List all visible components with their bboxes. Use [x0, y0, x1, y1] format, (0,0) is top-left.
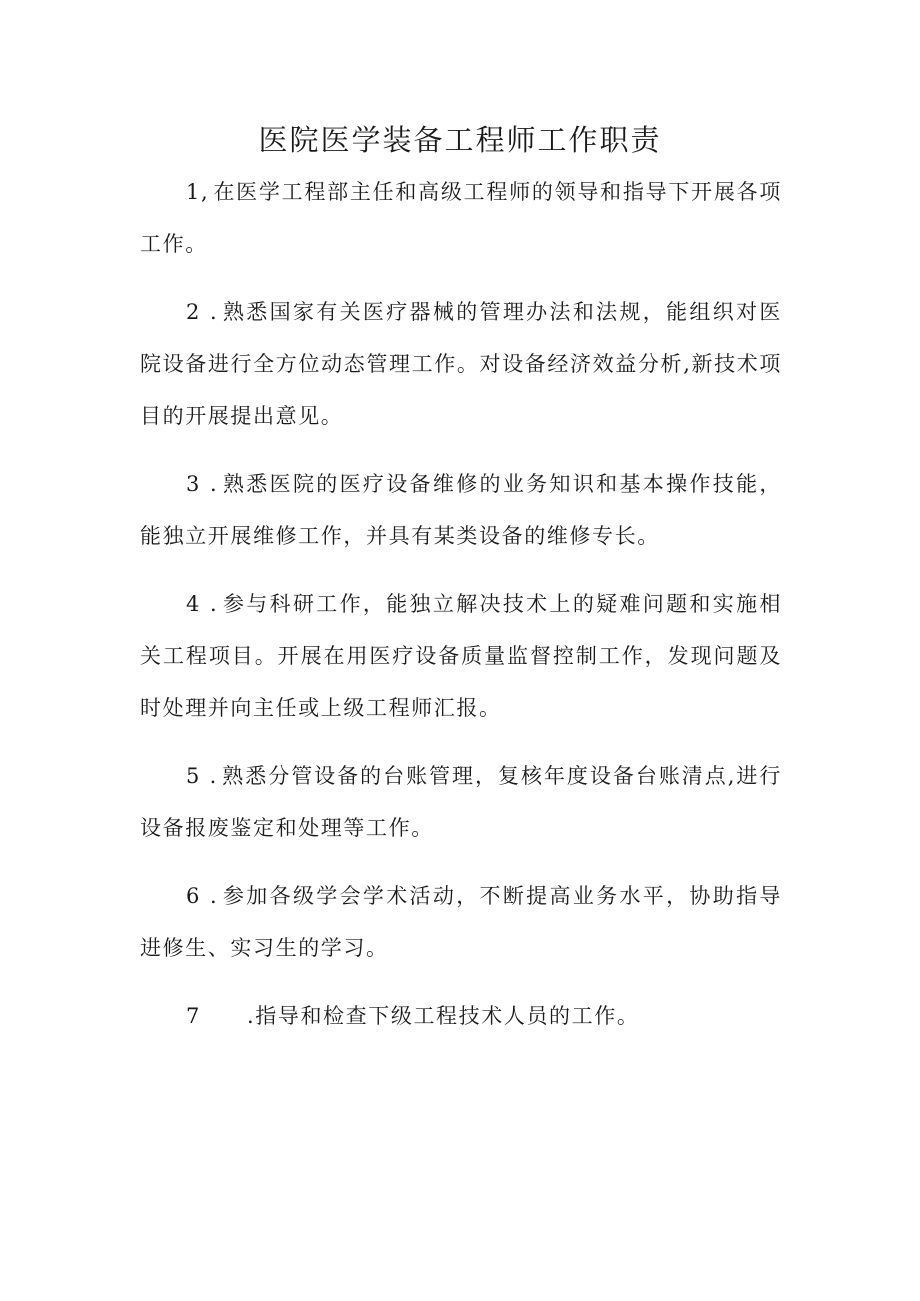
- duty-item: [140, 166, 782, 270]
- document-title: 医院医学装备工程师工作职责: [258, 123, 662, 157]
- duty-item: [140, 458, 782, 562]
- duty-number: 3 .: [186, 472, 219, 496]
- duty-text: 参加各级学会学术活动，不断提高业务水平，协助指导进修生、实习生的学习。: [140, 884, 783, 960]
- duty-number: 5 .: [186, 764, 218, 788]
- duty-list: [140, 166, 782, 1058]
- duty-text: 熟悉分管设备的台账管理，复核年度设备台账清点,进行设备报废鉴定和处理等工作。: [140, 764, 782, 840]
- duty-item: [140, 870, 782, 974]
- duty-number: 2 .: [186, 300, 219, 324]
- duty-item: [140, 750, 782, 854]
- duty-item: [140, 286, 782, 442]
- duty-number: 6 .: [186, 884, 219, 908]
- duty-number: 4 .: [186, 592, 219, 616]
- duty-text: 熟悉医院的医疗设备维修的业务知识和基本操作技能，能独立开展维修工作，并具有某类设备的维修专长。: [140, 472, 783, 548]
- duty-text: .指导和检查下级工程技术人员的工作。: [246, 1004, 640, 1028]
- duty-number: 1,: [186, 180, 210, 204]
- duty-text: 参与科研工作，能独立解决技术上的疑难问题和实施相关工程项目。开展在用医疗设备质量监督控制工作，发现问题及时处理并向主任或上级工程师汇报。: [140, 592, 783, 720]
- duty-item: [140, 578, 782, 734]
- duty-number: 7: [186, 1004, 201, 1028]
- duty-item: [140, 990, 782, 1042]
- duty-text: 熟悉国家有关医疗器械的管理办法和法规，能组织对医院设备进行全方位动态管理工作。对设备经济效益分析,新技术项目的开展提出意见。: [140, 300, 783, 428]
- duty-text: 在医学工程部主任和高级工程师的领导和指导下开展各项工作。: [140, 180, 782, 256]
